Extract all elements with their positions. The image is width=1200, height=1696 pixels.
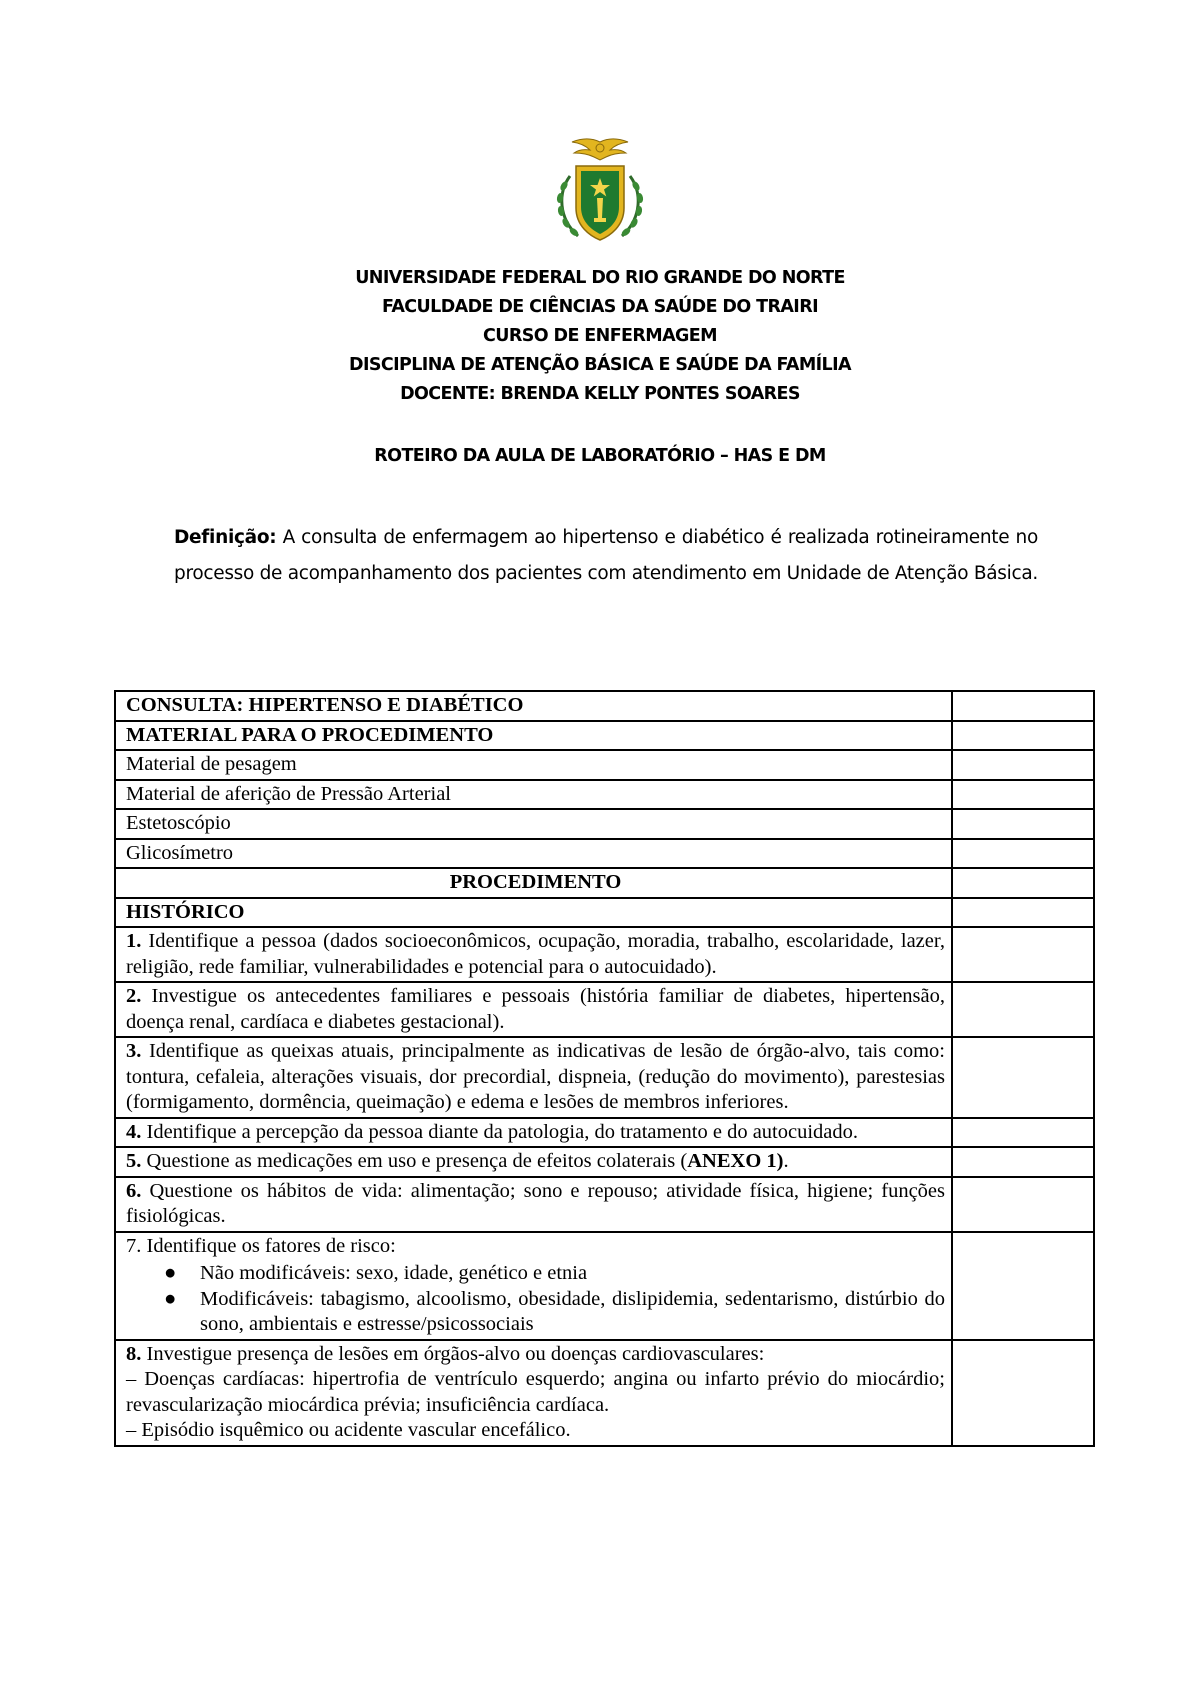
procedure-item-6 (115, 1177, 952, 1232)
item-number: 4. (126, 1120, 142, 1143)
check-cell (952, 927, 1094, 982)
item-text: Questione as medicações em uso e presença de efeitos colaterais ( (146, 1150, 688, 1172)
check-cell (952, 982, 1094, 1037)
material-item: Estetoscópio (115, 809, 952, 839)
table-row (115, 780, 1094, 810)
item-number: 7. (126, 1234, 142, 1257)
item-text: Identifique a pessoa (dados socioeconômicos, ocupação, moradia, trabalho, escolaridade, lazer, religião, rede familiar, vulnerabilidades e potencial para o autocuidado). (126, 930, 946, 978)
procedure-heading: PROCEDIMENTO (115, 868, 952, 898)
document-title: ROTEIRO DA AULA DE LABORATÓRIO – HAS E DM (374, 446, 826, 466)
check-cell (952, 1147, 1094, 1177)
table-row (115, 982, 1094, 1037)
item-text: Questione os hábitos de vida: alimentação; sono e repouso; atividade física, higiene; funções fisiológicas. (126, 1179, 945, 1227)
procedure-item-7 (115, 1232, 952, 1340)
discipline-name: DISCIPLINA DE ATENÇÃO BÁSICA E SAÚDE DA FAMÍLIA (349, 355, 851, 375)
checklist-table (114, 690, 1095, 1447)
item-text: Investigue os antecedentes familiares e pessoais (história familiar de diabetes, hipertensão, doença renal, cardíaca e diabetes gestacional). (126, 985, 945, 1033)
item-text: Identifique os fatores de risco: (146, 1234, 396, 1257)
table-row (115, 1118, 1094, 1148)
item-text: Investigue presença de lesões em órgãos-alvo ou doenças cardiovasculares: (146, 1342, 765, 1365)
procedure-item-2 (115, 982, 952, 1037)
item-tail: . (783, 1150, 789, 1172)
faculty-name: FACULDADE DE CIÊNCIAS DA SAÚDE DO TRAIRI (382, 297, 818, 317)
table-row (115, 898, 1094, 928)
material-item: Glicosímetro (115, 839, 952, 869)
check-cell (952, 809, 1094, 839)
check-cell (952, 1340, 1094, 1446)
check-cell (952, 868, 1094, 898)
item-number: 2. (126, 985, 142, 1007)
check-cell (952, 780, 1094, 810)
check-cell (952, 1118, 1094, 1148)
procedure-item-1 (115, 927, 952, 982)
procedure-item-5 (115, 1147, 952, 1177)
check-cell (952, 721, 1094, 751)
table-row (115, 809, 1094, 839)
bullet-icon: ● (164, 1287, 177, 1310)
university-seal (548, 136, 652, 256)
annex-reference: ANEXO 1) (687, 1150, 784, 1172)
check-cell (952, 750, 1094, 780)
item-8-line-2: – Episódio isquêmico ou acidente vascular encefálico. (126, 1419, 571, 1441)
item-number: 3. (126, 1040, 142, 1062)
table-row (115, 1340, 1094, 1446)
table-row (115, 1177, 1094, 1232)
procedure-item-3 (115, 1037, 952, 1118)
item-text: Identifique a percepção da pessoa diante da patologia, do tratamento e do autocuidado. (146, 1120, 859, 1143)
table-row (115, 750, 1094, 780)
table-row (115, 868, 1094, 898)
table-row (115, 839, 1094, 869)
material-item: Material de aferição de Pressão Arterial (115, 780, 952, 810)
item-number: 8. (126, 1342, 142, 1365)
definition-paragraph (174, 520, 1038, 592)
table-row (115, 691, 1094, 721)
university-name: UNIVERSIDADE FEDERAL DO RIO GRANDE DO NORTE (355, 268, 845, 288)
procedure-item-4 (115, 1118, 952, 1148)
bullet-icon: ● (164, 1262, 177, 1284)
item-number: 1. (126, 930, 142, 952)
definition-label: Definição: (174, 527, 277, 548)
item-number: 6. (126, 1179, 142, 1202)
table-row (115, 1147, 1094, 1177)
item-8-intro (126, 1342, 945, 1368)
check-cell (952, 1037, 1094, 1118)
list-item: ● Não modificáveis: sexo, idade, genético e etnia (200, 1261, 945, 1287)
material-item: Material de pesagem (115, 750, 952, 780)
table-row (115, 927, 1094, 982)
history-heading: HISTÓRICO (115, 898, 952, 928)
check-cell (952, 691, 1094, 721)
table-row (115, 1232, 1094, 1340)
material-heading: MATERIAL PARA O PROCEDIMENTO (115, 721, 952, 751)
check-cell (952, 839, 1094, 869)
check-cell (952, 1232, 1094, 1340)
procedure-item-8 (115, 1340, 952, 1446)
institution-header (0, 264, 1200, 409)
teacher-name: DOCENTE: BRENDA KELLY PONTES SOARES (400, 384, 800, 404)
list-item: ● Modificáveis: tabagismo, alcoolismo, obesidade, dislipidemia, sedentarismo, distúrbio do sono, ambientais e estresse/psicossociais (164, 1287, 945, 1335)
table-row (115, 1037, 1094, 1118)
risk-factor-list (126, 1261, 945, 1338)
item-8-line-1: – Doenças cardíacas: hipertrofia de ventrículo esquerdo; angina ou infarto prévio do miocárdio; revascularização miocárdica prévia; insuficiência cardíaca. (126, 1368, 945, 1416)
table-row (115, 721, 1094, 751)
item-number: 5. (126, 1150, 142, 1172)
course-name: CURSO DE ENFERMAGEM (483, 326, 717, 346)
check-cell (952, 1177, 1094, 1232)
item-text: Identifique as queixas atuais, principalmente as indicativas de lesão de órgão-alvo, tais como: tontura, cefaleia, alterações visuais, dor precordial, dispneia, (redução do movimento), parestesias (formigamento, dormência, queimação) e edema e lesões de membros inferiores. (126, 1040, 946, 1113)
definition-text: A consulta de enfermagem ao hipertenso e diabético é realizada rotineiramente no processo de acompanhamento dos pacientes com atendimento em Unidade de Atenção Básica. (174, 527, 1038, 584)
check-cell (952, 898, 1094, 928)
table-title: CONSULTA: HIPERTENSO E DIABÉTICO (115, 691, 952, 721)
